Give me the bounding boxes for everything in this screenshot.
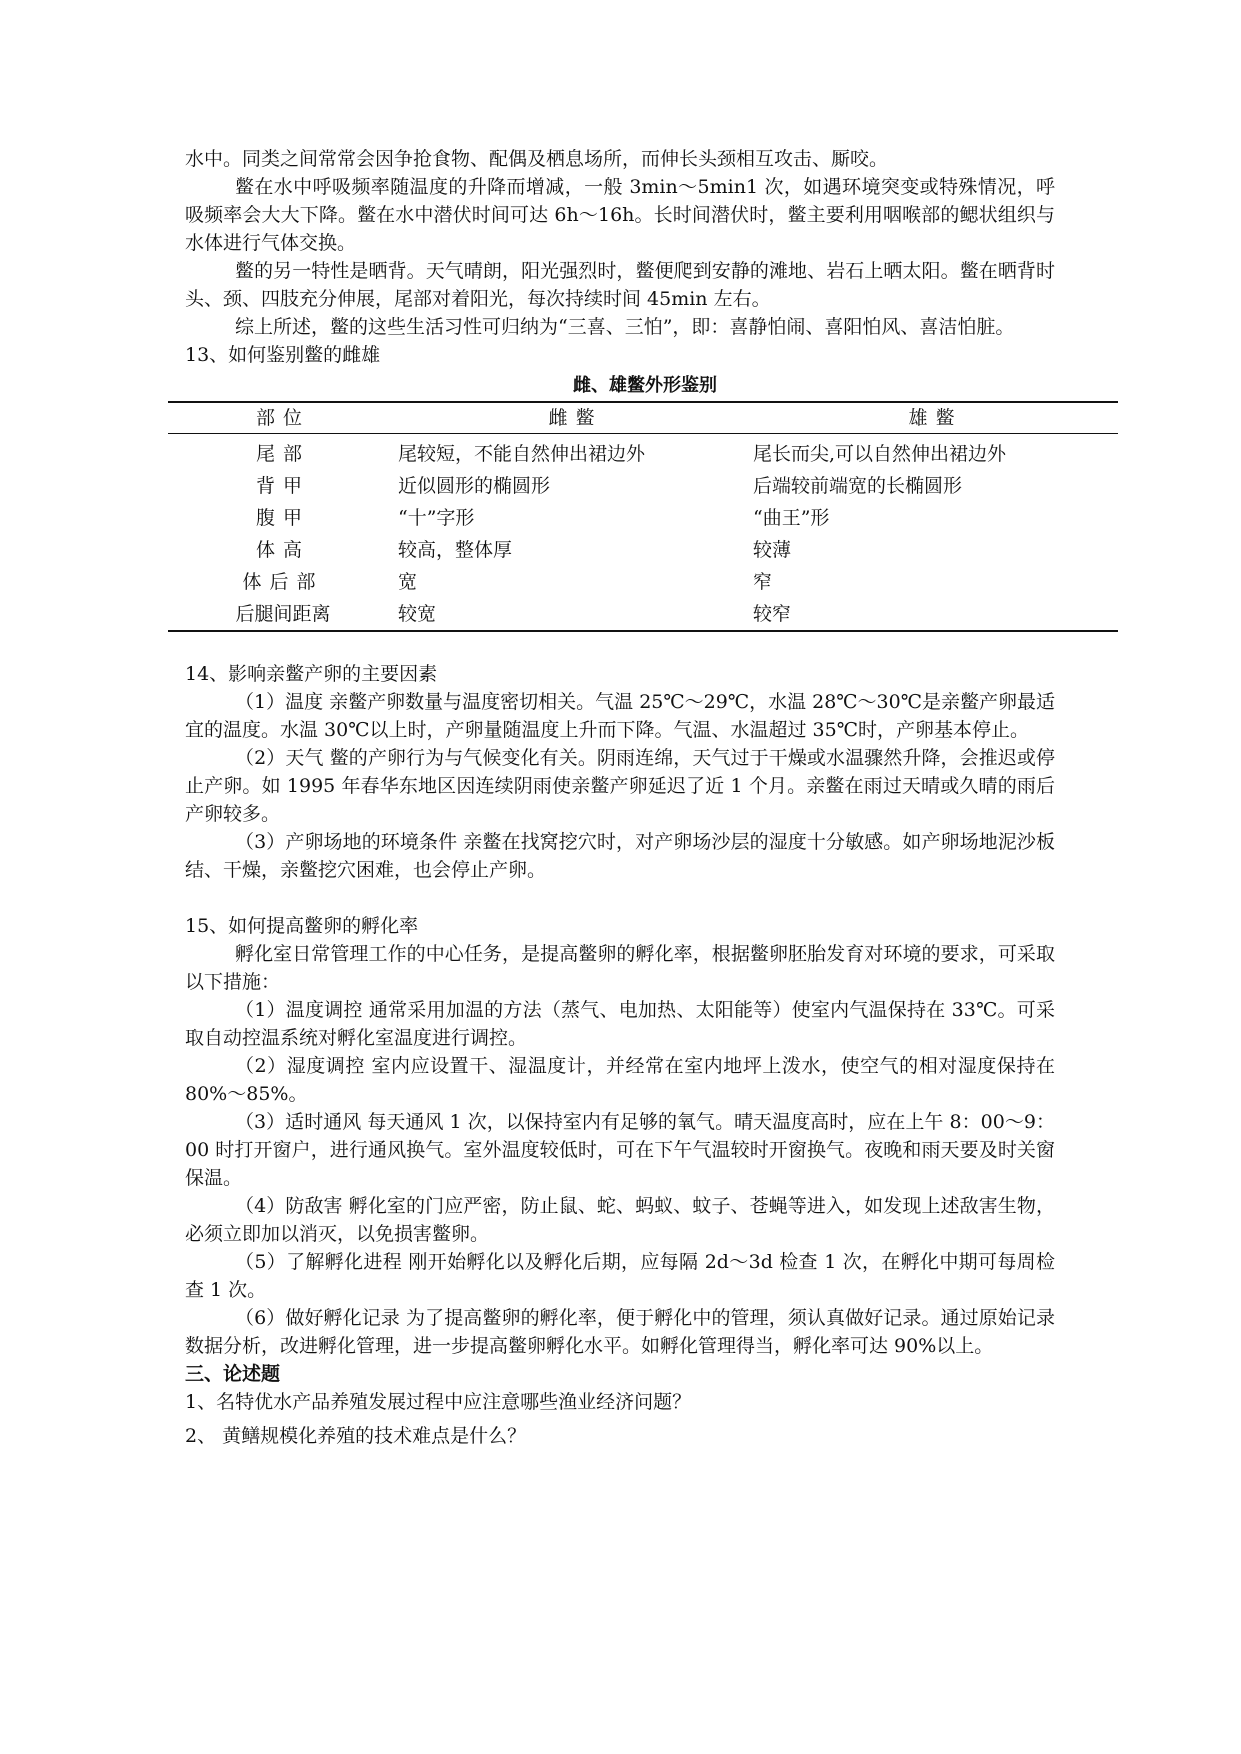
- table-title: 雌、雄鳖外形鉴别: [573, 375, 717, 396]
- cell-female: 较高，整体厚: [398, 539, 513, 561]
- essay-question-1: 1、名特优水产品养殖发展过程中应注意哪些渔业经济问题？: [185, 1391, 692, 1413]
- cell-male: 较薄: [753, 539, 792, 561]
- cell-male: 尾长而尖,可以自然伸出裙边外: [753, 443, 1007, 465]
- paragraph-basking: 鳖的另一特性是晒背。天气晴朗，阳光强烈时，鳖便爬到安静的滩地、岩石上晒太阳。鳖在晒背时头、颈、四肢充分伸展，尾部对着阳光，每次持续时间 45min 左右。: [185, 260, 1055, 310]
- table-row: [168, 598, 1118, 631]
- cell-male: 较窄: [753, 603, 792, 625]
- table-row: [168, 434, 1118, 471]
- cell-male: 后端较前端宽的长椭圆形: [753, 475, 963, 497]
- cell-part: 尾部: [255, 443, 310, 465]
- q15-item-records: （6）做好孵化记录 为了提高鳖卵的孵化率，便于孵化中的管理，须认真做好记录。通过原始记录数据分析，改进孵化管理，进一步提高鳖卵孵化水平。如孵化管理得当，孵化率可达 90%以上。: [185, 1307, 1055, 1357]
- cell-male: “曲王”形: [753, 507, 830, 529]
- spacer: [185, 884, 1055, 912]
- q15-item-progress: （5）了解孵化进程 刚开始孵化以及孵化后期，应每隔 2d～3d 检查 1 次，在孵化中期可每周检查 1 次。: [185, 1251, 1055, 1301]
- q15-item-temperature: （1）温度调控 通常采用加温的方法（蒸气、电加热、太阳能等）使室内气温保持在 33℃。可采取自动控温系统对孵化室温度进行调控。: [185, 999, 1055, 1049]
- question-15-heading: 15、如何提高鳖卵的孵化率: [185, 915, 419, 937]
- q14-item-weather: （2）天气 鳖的产卵行为与气候变化有关。阴雨连绵，天气过于干燥或水温骤然升降，会推迟或停止产卵。如 1995 年春华东地区因连续阴雨使亲鳖产卵延迟了近 1 个月。亲鳖在雨过天晴或久晴的雨后产卵较多。: [185, 747, 1055, 825]
- header-part: 部位: [168, 402, 398, 434]
- paragraph-summary: 综上所述，鳖的这些生活习性可归纳为“三喜、三怕”，即：喜静怕闹、喜阳怕风、喜洁怕脏。: [235, 316, 1015, 338]
- document-page: [185, 145, 1055, 1450]
- paragraph-breathing: 鳖在水中呼吸频率随温度的升降而增减，一般 3min～5min1 次，如遇环境突变或特殊情况，呼吸频率会大大下降。鳖在水中潜伏时间可达 6h～16h。长时间潜伏时，鳖主要利用咽喉部的鳃状组织与水体进行气体交换。: [185, 176, 1055, 254]
- table-header-row: [168, 402, 1118, 434]
- essay-question-2: 2、 黄鳝规模化养殖的技术难点是什么？: [185, 1425, 527, 1447]
- cell-part: 体高: [255, 539, 310, 561]
- header-male: 雄鳖: [753, 402, 1118, 434]
- cell-female: 较宽: [398, 603, 437, 625]
- cell-female: “十”字形: [398, 507, 475, 529]
- q15-item-ventilation: （3）适时通风 每天通风 1 次，以保持室内有足够的氧气。晴天温度高时，应在上午 8：00～9：00 时打开窗户，进行通风换气。室外温度较低时，可在下午气温较时开窗换气。夜晚和雨天要及时关窗保温。: [185, 1111, 1055, 1189]
- cell-part: 腹甲: [255, 507, 310, 529]
- cell-male: 窄: [753, 571, 773, 593]
- spacer: [185, 632, 1055, 660]
- cell-female: 近似圆形的椭圆形: [398, 475, 551, 497]
- cell-part: 体后部: [242, 571, 324, 593]
- cell-part: 后腿间距离: [235, 603, 331, 625]
- q14-item-site: （3）产卵场地的环境条件 亲鳖在找窝挖穴时，对产卵场沙层的湿度十分敏感。如产卵场地泥沙板结、干燥，亲鳖挖穴困难，也会停止产卵。: [185, 831, 1055, 881]
- table-row: [168, 566, 1118, 598]
- paragraph-continued: 水中。同类之间常常会因争抢食物、配偶及栖息场所，而伸长头颈相互攻击、厮咬。: [185, 148, 889, 170]
- question-14-heading: 14、影响亲鳖产卵的主要因素: [185, 663, 438, 685]
- q15-item-humidity: （2）湿度调控 室内应设置干、湿温度计，并经常在室内地坪上泼水，使空气的相对湿度保持在 80%～85%。: [185, 1055, 1055, 1105]
- section-3-heading: 三、论述题: [185, 1363, 281, 1385]
- cell-female: 尾较短，不能自然伸出裙边外: [398, 443, 646, 465]
- cell-female: 宽: [398, 571, 418, 593]
- q15-intro: 孵化室日常管理工作的中心任务，是提高鳖卵的孵化率，根据鳖卵胚胎发育对环境的要求，可采取以下措施：: [185, 943, 1055, 993]
- question-13-heading: 13、如何鉴别鳖的雌雄: [185, 344, 381, 366]
- sex-identification-table: [168, 401, 1118, 632]
- cell-part: 背甲: [255, 475, 310, 497]
- q15-item-enemies: （4）防敌害 孵化室的门应严密，防止鼠、蛇、蚂蚁、蚊子、苍蝇等进入，如发现上述敌害生物，必须立即加以消灭，以免损害鳖卵。: [185, 1195, 1055, 1245]
- q14-item-temperature: （1）温度 亲鳖产卵数量与温度密切相关。气温 25℃～29℃，水温 28℃～30℃是亲鳖产卵最适宜的温度。水温 30℃以上时，产卵量随温度上升而下降。气温、水温超过 35℃时，产卵基本停止。: [185, 691, 1055, 741]
- table-row: [168, 470, 1118, 502]
- table-row: [168, 534, 1118, 566]
- table-row: [168, 502, 1118, 534]
- header-female: 雌鳖: [398, 402, 753, 434]
